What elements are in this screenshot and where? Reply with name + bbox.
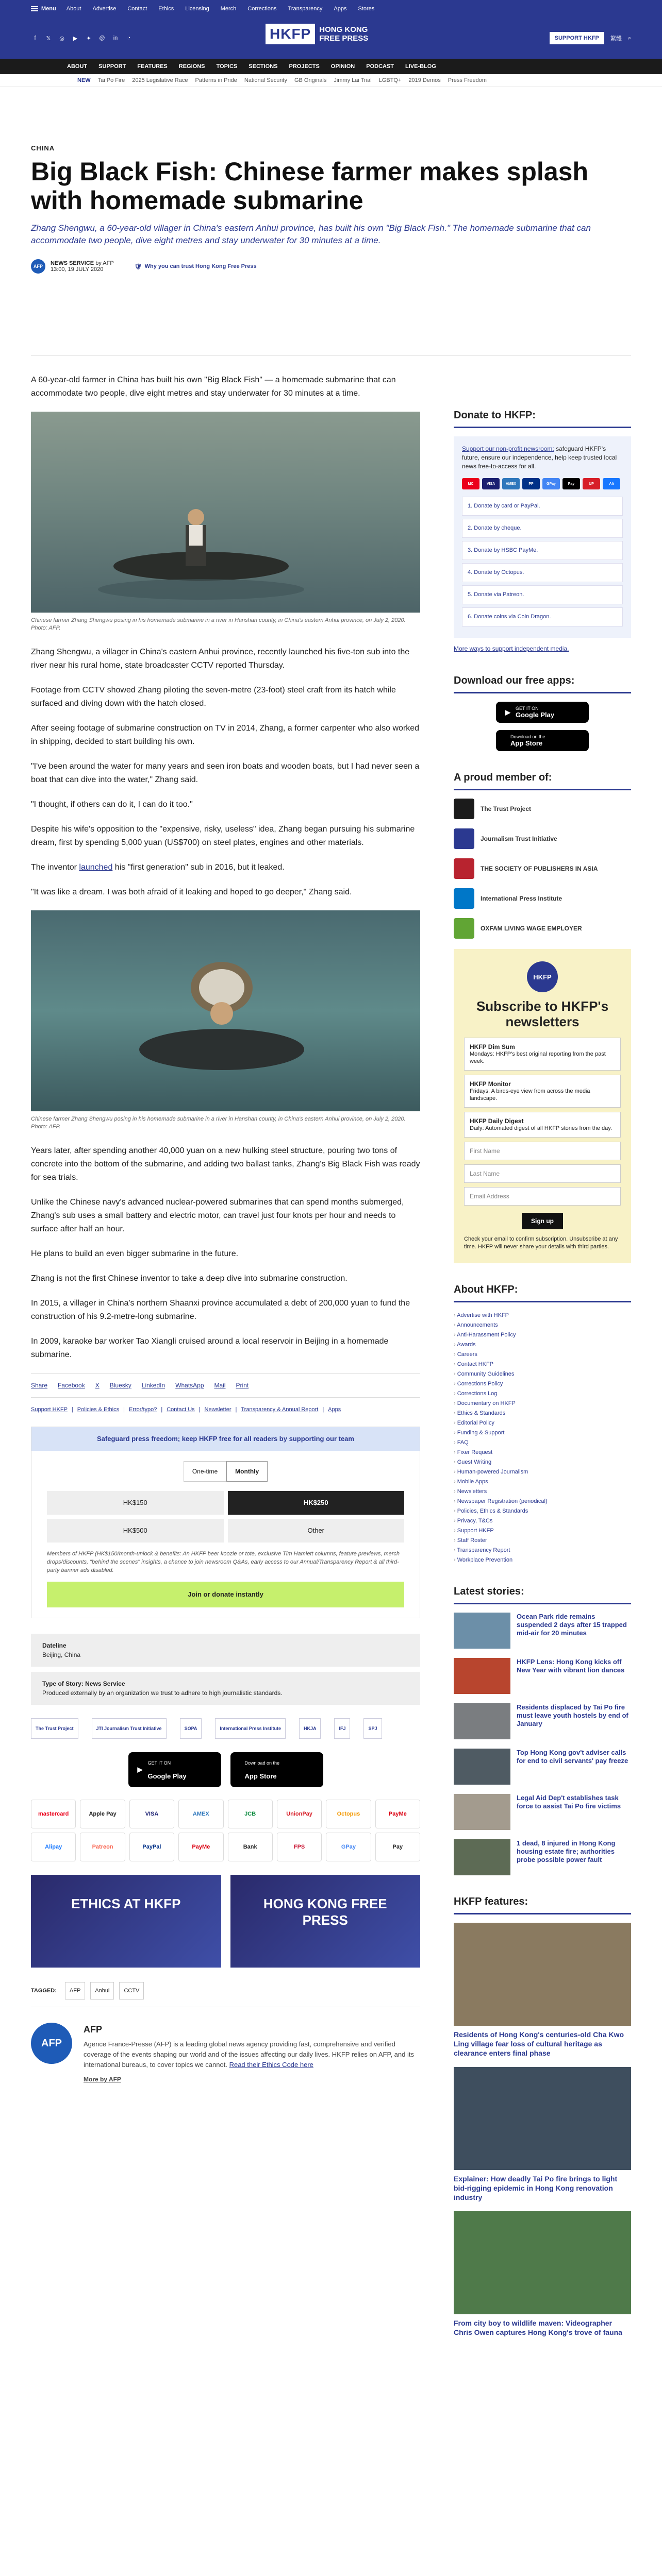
ifj-logo[interactable]: IFJ bbox=[334, 1718, 350, 1739]
instagram-icon[interactable]: ◎ bbox=[59, 35, 64, 42]
search-icon[interactable]: ⌕ bbox=[627, 35, 631, 41]
author-by[interactable]: by AFP bbox=[95, 260, 114, 266]
monthly-option[interactable]: Monthly bbox=[226, 1461, 268, 1482]
trending-link[interactable]: Patterns in Pride bbox=[195, 77, 237, 83]
donate-widget bbox=[31, 1427, 420, 1618]
paragraph: "I thought, if others can do it, I can do it too." bbox=[31, 800, 193, 809]
tag[interactable]: Anhui bbox=[90, 1982, 114, 1999]
payment-logo: FPS bbox=[277, 1833, 322, 1861]
share-label: Share bbox=[31, 1382, 48, 1389]
youtube-icon[interactable]: ▶ bbox=[73, 35, 78, 42]
spj-logo[interactable]: SPJ bbox=[363, 1718, 382, 1739]
about-link[interactable]: › Staff Roster bbox=[454, 1536, 631, 1546]
donate-option[interactable]: 2. Donate by cheque. bbox=[462, 519, 623, 538]
policy-links: Support HKFP | Policies & Ethics | Error/typo? | Contact Us | Newsletter | Transparency & Annual Report | Apps bbox=[31, 1398, 420, 1421]
story-thumbnail bbox=[454, 1794, 510, 1830]
article-lede: Zhang Shengwu, a 60-year-old villager in China's eastern Anhui province, has built his own "Big Black Fish." The homemade submarine that can accommodate two people, dive eight metres and stay underwater for 30 minutes at a time. bbox=[31, 223, 591, 245]
about-list bbox=[454, 1311, 631, 1565]
feature-title[interactable]: From city boy to wildlife maven: Videographer Chris Owen captures Hong Kong's trove of fauna bbox=[454, 2319, 622, 2336]
tag[interactable]: AFP bbox=[65, 1982, 85, 1999]
amount-options bbox=[47, 1491, 404, 1543]
donate-button[interactable]: Join or donate instantly bbox=[47, 1582, 404, 1607]
share-whatsapp[interactable]: WhatsApp bbox=[175, 1382, 204, 1389]
policy-link[interactable]: Newsletter bbox=[204, 1406, 231, 1413]
payment-logo: Pay bbox=[375, 1833, 420, 1861]
about-link[interactable]: › Transparency Report bbox=[454, 1546, 631, 1555]
payment-logo: UnionPay bbox=[277, 1800, 322, 1828]
sopa-logo[interactable]: SOPA bbox=[180, 1718, 202, 1739]
dateline-value: Beijing, China bbox=[42, 1651, 81, 1658]
latest-title: Latest stories: bbox=[454, 1581, 631, 1604]
share-print[interactable]: Print bbox=[236, 1382, 249, 1389]
policy-link[interactable]: Policies & Ethics bbox=[77, 1406, 120, 1413]
about-link[interactable]: › Newsletters bbox=[454, 1487, 631, 1497]
tag[interactable]: CCTV bbox=[119, 1982, 144, 1999]
donate-option[interactable]: 5. Donate via Patreon. bbox=[462, 585, 623, 604]
ipi-logo[interactable]: International Press Institute bbox=[215, 1718, 286, 1739]
trending-link[interactable]: Press Freedom bbox=[448, 77, 487, 83]
about-link[interactable]: › Announcements bbox=[454, 1320, 631, 1330]
email-field[interactable]: Email Address bbox=[464, 1187, 621, 1206]
more-by-author-link[interactable]: More by AFP bbox=[84, 2076, 121, 2083]
member-item[interactable]: Journalism Trust Initiative bbox=[454, 828, 631, 849]
trust-project-logo[interactable]: The Trust Project bbox=[31, 1718, 78, 1739]
article-body bbox=[31, 374, 420, 2089]
donate-option[interactable]: 3. Donate by HSBC PayMe. bbox=[462, 541, 623, 560]
member-item[interactable]: International Press Institute bbox=[454, 888, 631, 909]
support-banner[interactable]: HONG KONG FREE PRESS bbox=[230, 1875, 421, 1968]
about-link[interactable]: › Funding & Support bbox=[454, 1428, 631, 1438]
payment-logo: PayPal bbox=[129, 1833, 174, 1861]
payment-logo: mastercard bbox=[31, 1800, 76, 1828]
story-thumbnail bbox=[454, 1658, 510, 1694]
paragraph: The inventor launched his "first generation" sub in 2016, but it leaked. bbox=[31, 863, 285, 872]
toplink[interactable]: Ethics bbox=[158, 6, 174, 12]
member-item[interactable]: THE SOCIETY OF PUBLISHERS IN ASIA bbox=[454, 858, 631, 879]
promo-banners bbox=[31, 1875, 420, 1968]
author-name[interactable]: NEWS SERVICE bbox=[51, 260, 94, 266]
jti-icon bbox=[454, 828, 474, 849]
about-link[interactable]: › Corrections Log bbox=[454, 1389, 631, 1399]
donate-option[interactable]: 4. Donate by Octopus. bbox=[462, 563, 623, 582]
visa-icon: VISA bbox=[482, 478, 500, 489]
submarine-photo-illustration bbox=[31, 412, 420, 613]
story-type-label: Type of Story: News Service bbox=[42, 1680, 125, 1687]
story-type-box bbox=[31, 1672, 420, 1705]
linkedin-icon[interactable]: in bbox=[113, 35, 118, 41]
latest-story[interactable]: Residents displaced by Tai Po fire must leave youth hostels by end of January bbox=[454, 1703, 631, 1739]
toplink[interactable]: About bbox=[66, 6, 81, 12]
support-newsroom-link[interactable]: Support our non-profit newsroom: bbox=[462, 445, 554, 452]
rss-icon[interactable]: ◔ bbox=[127, 35, 131, 41]
paragraph: A 60-year-old farmer in China has built his own "Big Black Fish" — a homemade submarine that can accommodate two people, dive eight metres and stay underwater for 30 minutes at a time. bbox=[31, 376, 396, 398]
publish-date: 13:00, 19 JULY 2020 bbox=[51, 266, 104, 273]
sign-up-button[interactable]: Sign up bbox=[522, 1213, 563, 1229]
paragraph: Unlike the Chinese navy's advanced nuclear-powered submarines that can spend months submerged, Zhang's sub uses a small battery and electric motor, can travel just four knots per hour and needs to surface after half an hour. bbox=[31, 1198, 404, 1233]
paragraph: "It was like a dream. I was both afraid of it leaking and hoped to go deeper," Zhang said. bbox=[31, 888, 352, 896]
trust-project-icon bbox=[454, 799, 474, 819]
author-box-name[interactable]: AFP bbox=[84, 2024, 102, 2035]
policy-link[interactable]: Apps bbox=[328, 1406, 341, 1413]
more-ways-link[interactable]: More ways to support independent media. bbox=[454, 645, 569, 652]
language-toggle[interactable]: 繁體 bbox=[610, 36, 622, 42]
facebook-icon[interactable]: f bbox=[34, 35, 36, 41]
story-thumbnail bbox=[454, 1613, 510, 1649]
photo-caption: Chinese farmer Zhang Shengwu posing in his homemade submarine in a river in Hanshan county, in China's eastern Anhui province, on July 2, 2020. Photo: AFP. bbox=[31, 1116, 406, 1130]
payment-logo: GPay bbox=[326, 1833, 371, 1861]
apps-title: Download our free apps: bbox=[454, 670, 631, 693]
policy-link[interactable]: Support HKFP bbox=[31, 1406, 68, 1413]
dateline-box bbox=[31, 1634, 420, 1667]
play-icon: ▶ bbox=[505, 708, 510, 716]
ethics-code-link[interactable]: Read their Ethics Code here bbox=[229, 2061, 313, 2069]
amount-option-selected[interactable]: HK$250 bbox=[228, 1491, 405, 1515]
nav-item[interactable]: SECTIONS bbox=[249, 63, 278, 70]
first-name-field[interactable]: First Name bbox=[464, 1142, 621, 1160]
policy-link[interactable]: Error/typo? bbox=[128, 1406, 157, 1413]
share-bluesky[interactable]: Bluesky bbox=[109, 1382, 131, 1389]
latest-story[interactable]: Top Hong Kong gov't adviser calls for end to civil servants' pay freeze bbox=[454, 1749, 631, 1785]
mastercard-icon: MC bbox=[462, 478, 479, 489]
latest-story[interactable]: 1 dead, 8 injured in Hong Kong housing estate fire; authorities probe possible power fault bbox=[454, 1839, 631, 1875]
author-avatar-large: AFP bbox=[31, 2023, 72, 2064]
about-link[interactable]: › Newspaper Registration (periodical) bbox=[454, 1497, 631, 1506]
latest-list bbox=[454, 1613, 631, 1875]
ipi-icon bbox=[454, 888, 474, 909]
share-x[interactable]: X bbox=[95, 1382, 100, 1389]
logo-line1: HONG KONG bbox=[319, 25, 368, 34]
share-facebook[interactable]: Facebook bbox=[58, 1382, 85, 1389]
story-thumbnail bbox=[454, 1749, 510, 1785]
x-icon[interactable]: 𝕏 bbox=[46, 35, 51, 42]
top-bar bbox=[0, 0, 662, 18]
paragraph: Zhang Shengwu, a villager in China's eastern Anhui province, recently launched his five-ton sub into the river near his rural home, state broadcaster CCTV reported Thursday. bbox=[31, 648, 410, 670]
tags-label: TAGGED: bbox=[31, 1988, 57, 1994]
tags-row bbox=[31, 1982, 420, 2007]
main-nav bbox=[0, 59, 662, 74]
menu-button[interactable]: Menu bbox=[31, 6, 56, 12]
donate-sidebar-box: Support our non-profit newsroom: safeguard HKFP's future, ensure our independence, help keep trusted local news free-to-access for all. MC VISA AMEX PP GPay Pay UP Ali 1. Donate by card or PayPal. 2. Donate by cheque. 3. Donate by HSBC PayMe. 4. Donate by Octopus. 5. Donate via Patreon. 6. Donate coins via Coin Dragon. bbox=[454, 436, 631, 638]
about-link[interactable]: › Policies, Ethics & Standards bbox=[454, 1506, 631, 1516]
article-title: Big Black Fish: Chinese farmer makes splash with homemade submarine bbox=[31, 157, 588, 215]
google-play-button[interactable]: ▶ GET IT ON Google Play bbox=[128, 1752, 221, 1787]
amount-option[interactable]: Other bbox=[228, 1519, 405, 1543]
frequency-toggle bbox=[47, 1461, 404, 1482]
about-link[interactable]: › Privacy, T&Cs bbox=[454, 1516, 631, 1526]
story-type-value: Produced externally by an organization we trust to adhere to high journalistic standards. bbox=[42, 1689, 283, 1697]
oxfam-icon bbox=[454, 918, 474, 939]
toplink[interactable]: Stores bbox=[358, 6, 375, 12]
paragraph: In 2009, karaoke bar worker Tao Xiangli cruised around a local reservoir in Beijing in a homemade submarine. bbox=[31, 1337, 389, 1359]
nav-item[interactable]: FEATURES bbox=[137, 63, 168, 70]
payment-logo: Patreon bbox=[80, 1833, 125, 1861]
launched-link[interactable]: launched bbox=[79, 863, 113, 872]
bluesky-icon[interactable]: ✦ bbox=[86, 35, 91, 42]
newsletter-option[interactable]: HKFP Daily Digest Daily: Automated digest of all HKFP stories from the day. bbox=[464, 1112, 621, 1138]
article-photo-1 bbox=[31, 412, 420, 613]
newsletter-option[interactable]: HKFP Monitor Fridays: A birds-eye view from across the media landscape. bbox=[464, 1075, 621, 1108]
story-thumbnail bbox=[454, 1703, 510, 1739]
paragraph: Years later, after spending another 40,000 yuan on a new hulking steel structure, pouring two tons of concrete into the bottom of the submarine, and adding two ballast tanks, Zhang's Big Black Fish was ready for sea trials. bbox=[31, 1146, 420, 1182]
app-store-button[interactable]: Download on the App Store bbox=[496, 730, 589, 751]
trending-link[interactable]: 2025 Legislative Race bbox=[132, 77, 188, 83]
donate-options bbox=[462, 497, 623, 626]
alipay-icon: Ali bbox=[603, 478, 620, 489]
amount-option[interactable]: HK$150 bbox=[47, 1491, 224, 1515]
top-links bbox=[67, 6, 375, 12]
payment-methods bbox=[31, 1800, 420, 1861]
member-item[interactable]: OXFAM LIVING WAGE EMPLOYER bbox=[454, 918, 631, 939]
paragraph: He plans to build an even bigger submarine in the future. bbox=[31, 1249, 239, 1258]
hkfp-badge: HKFP bbox=[527, 961, 558, 992]
about-link[interactable]: › Documentary on HKFP bbox=[454, 1399, 631, 1409]
donate-option[interactable]: 6. Donate coins via Coin Dragon. bbox=[462, 607, 623, 626]
about-link[interactable]: › Corrections Policy bbox=[454, 1379, 631, 1389]
social-icons bbox=[31, 34, 133, 42]
google-play-button[interactable]: ▶ GET IT ON Google Play bbox=[496, 702, 589, 723]
unionpay-icon: UP bbox=[583, 478, 600, 489]
about-link[interactable]: › Editorial Policy bbox=[454, 1418, 631, 1428]
one-time-option[interactable]: One-time bbox=[184, 1461, 226, 1482]
sopa-icon bbox=[454, 858, 474, 879]
about-link[interactable]: › Advertise with HKFP bbox=[454, 1311, 631, 1320]
payment-logo: Octopus bbox=[326, 1800, 371, 1828]
trending-link[interactable]: GB Originals bbox=[294, 77, 327, 83]
toplink[interactable]: Corrections bbox=[247, 6, 277, 12]
about-link[interactable]: › FAQ bbox=[454, 1438, 631, 1448]
toplink[interactable]: Merch bbox=[220, 6, 237, 12]
about-link[interactable]: › Community Guidelines bbox=[454, 1369, 631, 1379]
about-link[interactable]: › Ethics & Standards bbox=[454, 1409, 631, 1418]
member-item[interactable]: The Trust Project bbox=[454, 799, 631, 819]
nav-item[interactable]: OPINION bbox=[330, 63, 355, 70]
about-link[interactable]: › Contact HKFP bbox=[454, 1360, 631, 1369]
amex-icon: AMEX bbox=[502, 478, 520, 489]
story-thumbnail bbox=[454, 1839, 510, 1875]
subscribe-title: Subscribe to HKFP's newsletters bbox=[476, 998, 609, 1029]
nav-item[interactable]: SUPPORT bbox=[98, 63, 126, 70]
applepay-icon: Pay bbox=[562, 478, 580, 489]
trending-link[interactable]: Tai Po Fire bbox=[97, 77, 125, 83]
card-logos bbox=[462, 478, 623, 489]
app-store-buttons bbox=[31, 1752, 420, 1787]
nav-item[interactable]: PROJECTS bbox=[289, 63, 320, 70]
sidebar bbox=[454, 404, 631, 2346]
toplink[interactable]: Contact bbox=[127, 6, 147, 12]
about-link[interactable]: › Mobile Apps bbox=[454, 1477, 631, 1487]
payment-logo: JCB bbox=[228, 1800, 273, 1828]
paragraph: "I've been around the water for many years and seen iron boats and wooden boats, but I had never seen a boat that can dive into the water," Zhang said. bbox=[31, 762, 420, 784]
share-linkedin[interactable]: LinkedIn bbox=[141, 1382, 166, 1389]
trending-link[interactable]: Jimmy Lai Trial bbox=[334, 77, 372, 83]
toplink[interactable]: Transparency bbox=[288, 6, 323, 12]
nav-item[interactable]: PODCAST bbox=[366, 63, 394, 70]
paypal-icon: PP bbox=[522, 478, 540, 489]
donate-sidebar-title: Donate to HKFP: bbox=[454, 404, 631, 428]
payment-logo: PayMe bbox=[375, 1800, 420, 1828]
payment-logo: PayMe bbox=[178, 1833, 223, 1861]
newsletter-option[interactable]: HKFP Dim Sum Mondays: HKFP's best original reporting from the past week. bbox=[464, 1038, 621, 1071]
about-link[interactable]: › Anti-Harassment Policy bbox=[454, 1330, 631, 1340]
threads-icon[interactable]: @ bbox=[99, 35, 105, 41]
hamburger-icon bbox=[31, 6, 38, 11]
dateline-label: Dateline bbox=[42, 1642, 67, 1649]
toplink[interactable]: Apps bbox=[334, 6, 347, 12]
member-list bbox=[454, 799, 631, 939]
gpay-icon: GPay bbox=[542, 478, 560, 489]
nav-item[interactable]: ABOUT bbox=[67, 63, 88, 70]
about-title: About HKFP: bbox=[454, 1279, 631, 1302]
last-name-field[interactable]: Last Name bbox=[464, 1164, 621, 1183]
share-bar bbox=[31, 1373, 420, 1398]
paragraph: Despite his wife's opposition to the "expensive, risky, useless" idea, Zhang began pursuing his submarine dream, first by spending 5,000 yuan (US$700) on steel plates, engines and other materials. bbox=[31, 825, 415, 847]
newsletter-signup bbox=[454, 949, 631, 1263]
nav-item[interactable]: REGIONS bbox=[178, 63, 205, 70]
latest-story[interactable]: HKFP Lens: Hong Kong kicks off New Year with vibrant lion dances bbox=[454, 1658, 631, 1694]
toplink[interactable]: Advertise bbox=[92, 6, 117, 12]
share-mail[interactable]: Mail bbox=[214, 1382, 226, 1389]
author-avatar: AFP bbox=[31, 259, 45, 274]
trending-link[interactable]: LGBTQ+ bbox=[378, 77, 402, 83]
feature-title[interactable]: Residents of Hong Kong's centuries-old Cha Kwo Ling village fear loss of cultural heritage as clearance enters final phase bbox=[454, 2030, 624, 2057]
about-link[interactable]: › Human-powered Journalism bbox=[454, 1467, 631, 1477]
trending-bar bbox=[0, 74, 662, 87]
member-title: A proud member of: bbox=[454, 767, 631, 790]
donate-heading: Safeguard press freedom; keep HKFP free for all readers by supporting our team bbox=[31, 1427, 420, 1451]
features-title: HKFP features: bbox=[454, 1891, 631, 1914]
about-link[interactable]: › Awards bbox=[454, 1340, 631, 1350]
policy-link[interactable]: Contact Us bbox=[167, 1406, 195, 1413]
site-header bbox=[0, 18, 662, 59]
payment-logo: Bank bbox=[228, 1833, 273, 1861]
policy-link[interactable]: Transparency & Annual Report bbox=[241, 1406, 319, 1413]
jti-logo[interactable]: JTI Journalism Trust Initiative bbox=[92, 1718, 167, 1739]
payment-logo: Apple Pay bbox=[80, 1800, 125, 1828]
member-logos bbox=[31, 1718, 420, 1739]
submarine-hatch-illustration bbox=[31, 910, 420, 1111]
paragraph: Footage from CCTV showed Zhang piloting the seven-metre (23-foot) steel craft from its hatch while surfaced and diving down with the hatch closed. bbox=[31, 686, 396, 708]
payment-logo: VISA bbox=[129, 1800, 174, 1828]
author-bio: Agence France-Presse (AFP) is a leading global news agency providing fast, comprehensive and verified coverage of the events shaping our world and of the issues affecting our daily lives. HKFP relies on AFP, and its international bureaus, to cover topics we cannot. bbox=[84, 2040, 414, 2069]
payment-logo: Alipay bbox=[31, 1833, 76, 1861]
about-link[interactable]: › Fixer Request bbox=[454, 1448, 631, 1458]
article-photo-2 bbox=[31, 910, 420, 1111]
feature-image[interactable] bbox=[454, 1923, 631, 2026]
why-trust-link[interactable]: 🛡 Why you can trust Hong Kong Free Press bbox=[134, 263, 257, 270]
nav-item[interactable]: TOPICS bbox=[216, 63, 238, 70]
latest-story[interactable]: Ocean Park ride remains suspended 2 days after 15 trapped mid-air for 20 minutes bbox=[454, 1613, 631, 1649]
new-badge: NEW bbox=[77, 77, 91, 83]
article-header bbox=[0, 144, 662, 274]
latest-story[interactable]: Legal Aid Dep't establishes task force to assist Tai Po fire victims bbox=[454, 1794, 631, 1830]
trending-link[interactable]: 2019 Demos bbox=[408, 77, 441, 83]
paragraph: Zhang is not the first Chinese inventor to take a deep dive into submarine construction. bbox=[31, 1274, 347, 1283]
hkja-logo[interactable]: HKJA bbox=[299, 1718, 321, 1739]
paragraph: After seeing footage of submarine construction on TV in 2014, Zhang, a former carpenter who also worked in shipping, decided to start building his own. bbox=[31, 724, 420, 746]
divider bbox=[31, 355, 631, 356]
feature-title[interactable]: Explainer: How deadly Tai Po fire brings to light bid-rigging epidemic in Hong Kong renovation industry bbox=[454, 2175, 618, 2201]
author-box bbox=[31, 2023, 420, 2089]
section-kicker[interactable]: CHINA bbox=[31, 144, 55, 152]
feature-image[interactable] bbox=[454, 2067, 631, 2170]
nav-item[interactable]: LIVE-BLOG bbox=[405, 63, 436, 70]
payment-logo: AMEX bbox=[178, 1800, 223, 1828]
donate-option[interactable]: 1. Donate by card or PayPal. bbox=[462, 497, 623, 516]
subscribe-note: Check your email to confirm subscription. Unsubscribe at any time. HKFP will never share your details with third parties. bbox=[464, 1236, 618, 1250]
trending-link[interactable]: National Security bbox=[244, 77, 287, 83]
support-button[interactable]: SUPPORT HKFP bbox=[550, 32, 604, 44]
ethics-banner[interactable]: ETHICS AT HKFP bbox=[31, 1875, 221, 1968]
play-icon: ▶ bbox=[137, 1766, 143, 1773]
toplink[interactable]: Licensing bbox=[185, 6, 209, 12]
member-perks: Members of HKFP (HK$150/month-unlock & benefits: An HKFP beer koozie or tote, exclusive Tim Hamlett columns, feature previews, merch drops/discounts, "behind the scenes" insights, a chance to join newsroom Q&As, early access to our Annual/Transparency Report & all third-party banner ads disabled. bbox=[47, 1551, 400, 1573]
amount-option[interactable]: HK$500 bbox=[47, 1519, 224, 1543]
about-link[interactable]: › Careers bbox=[454, 1350, 631, 1360]
about-link[interactable]: › Guest Writing bbox=[454, 1458, 631, 1467]
about-link[interactable]: › Workplace Prevention bbox=[454, 1555, 631, 1565]
features-list bbox=[454, 1923, 631, 2337]
logo-line2: FREE PRESS bbox=[319, 34, 369, 43]
about-link[interactable]: › Support HKFP bbox=[454, 1526, 631, 1536]
paragraph: In 2015, a villager in China's northern Shaanxi province accumulated a debt of 200,000 yuan to fund the construction of his 9.2-metre-long submarine. bbox=[31, 1299, 410, 1321]
photo-caption: Chinese farmer Zhang Shengwu posing in his homemade submarine in a river in Hanshan county, in China's eastern Anhui province, on July 2, 2020. Photo: AFP. bbox=[31, 617, 406, 631]
shield-icon: 🛡 bbox=[134, 263, 142, 270]
feature-image[interactable] bbox=[454, 2211, 631, 2314]
byline bbox=[31, 256, 631, 274]
site-logo[interactable]: HKFP HONG KONG FREE PRESS bbox=[266, 24, 368, 44]
app-store-button[interactable]: Download on the App Store bbox=[230, 1752, 323, 1787]
